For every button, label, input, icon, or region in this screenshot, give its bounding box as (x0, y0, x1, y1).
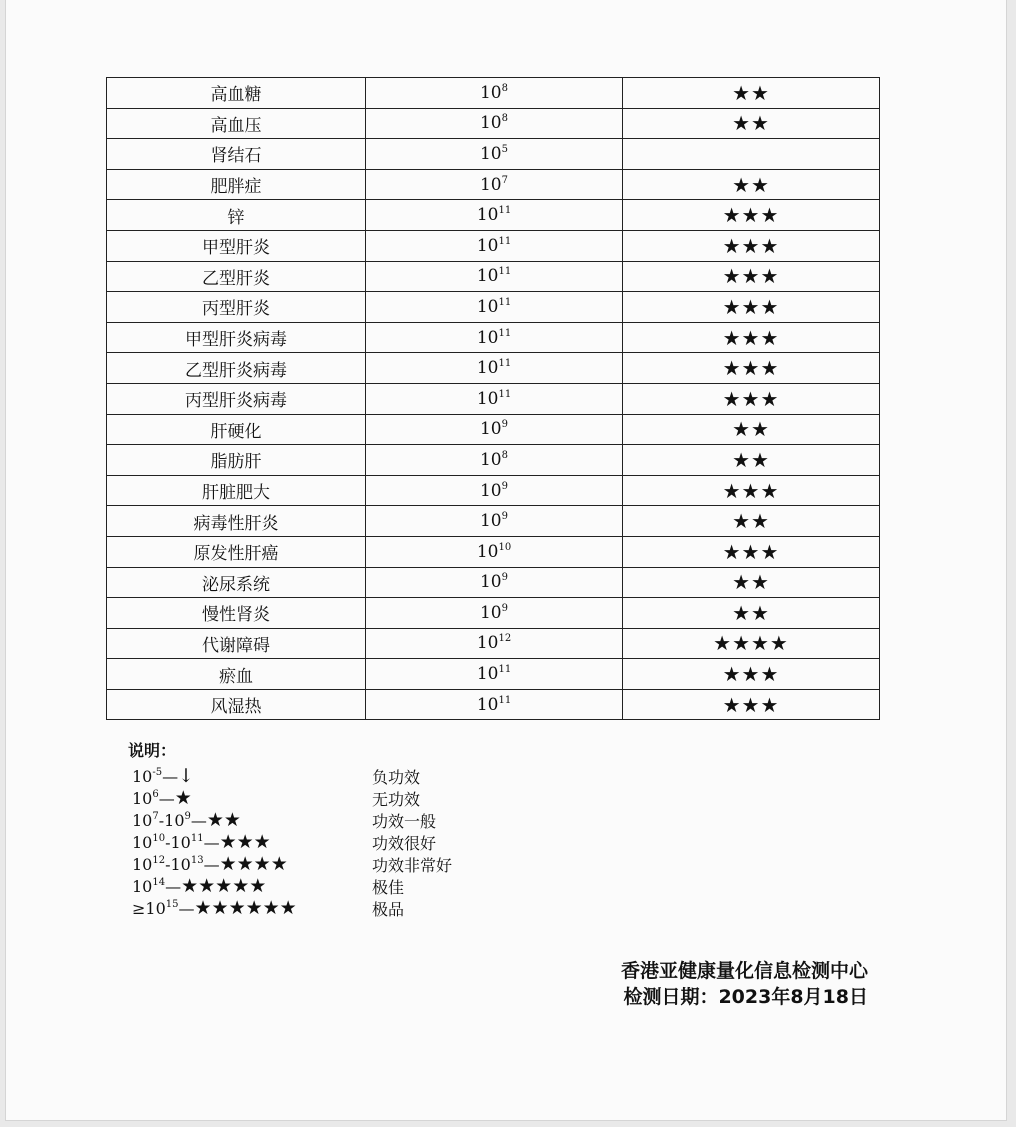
legend-base: 10 (132, 789, 153, 808)
legend-item (128, 853, 453, 875)
rating-cell: ★★★ (623, 659, 880, 690)
legend-dash: — (158, 789, 175, 808)
legend-item (128, 897, 405, 919)
table-row (107, 414, 880, 445)
legend-meaning: 功效一般 (372, 812, 437, 831)
table-row (107, 598, 880, 629)
table-row (107, 353, 880, 384)
table-row (107, 445, 880, 476)
rating-cell: ★★ (623, 445, 880, 476)
value-cell: $10^8$ (366, 78, 623, 109)
item-name-cell: 乙型肝炎病毒 (107, 353, 366, 384)
legend-exponent: 10 (152, 833, 166, 844)
legend-symbol: ★★ (206, 809, 241, 831)
legend-base: 10 (164, 811, 185, 830)
value-exponent: 8 (501, 449, 508, 461)
rating-cell: ★★★ (623, 475, 880, 506)
value-exponent: 5 (501, 143, 508, 155)
legend-exponent: 13 (190, 855, 204, 866)
value-cell: $10^9$ (366, 598, 623, 629)
item-name-cell: 甲型肝炎病毒 (107, 322, 366, 353)
rating-cell: ★★ (623, 567, 880, 598)
legend-range-sep: - (165, 833, 171, 852)
table-row (107, 689, 880, 720)
legend-meaning: 无功效 (372, 790, 421, 809)
legend-dash: — (162, 767, 179, 786)
item-name-cell: 病毒性肝炎 (107, 506, 366, 537)
legend-meaning: 功效非常好 (372, 856, 453, 875)
legend-exponent: 11 (190, 833, 204, 844)
value-exponent: 11 (498, 664, 512, 676)
table-row (107, 659, 880, 690)
item-name-cell: 原发性肝癌 (107, 536, 366, 567)
value-cell: $10^8$ (366, 108, 623, 139)
table-row (107, 322, 880, 353)
value-cell: $10^9$ (366, 414, 623, 445)
value-exponent: 10 (498, 541, 512, 553)
legend-scale (132, 897, 297, 919)
rating-cell: ★★★ (623, 200, 880, 231)
legend-exponent: 14 (152, 877, 166, 888)
value-cell: $10^9$ (366, 506, 623, 537)
legend-base: ≥10 (132, 899, 166, 918)
organization-name: 香港亚健康量化信息检测中心 (620, 960, 868, 982)
value-cell: $10^{11}$ (366, 322, 623, 353)
value-exponent: 8 (501, 82, 508, 94)
legend-meaning: 功效很好 (372, 834, 437, 853)
table-row (107, 261, 880, 292)
test-date: 检测日期：2023年8月18日 (623, 986, 868, 1008)
item-name-cell: 锌 (107, 200, 366, 231)
value-cell: $10^{11}$ (366, 292, 623, 323)
value-exponent: 11 (498, 296, 512, 308)
value-cell: $10^7$ (366, 169, 623, 200)
value-cell: $10^{11}$ (366, 230, 623, 261)
value-cell: $10^5$ (366, 139, 623, 170)
item-name-cell: 肝硬化 (107, 414, 366, 445)
legend-meaning: 负功效 (372, 768, 421, 787)
value-exponent: 9 (501, 572, 508, 584)
legend-base: 10 (132, 811, 153, 830)
legend-base: 10 (170, 833, 191, 852)
legend-dash: — (165, 877, 182, 896)
legend-exponent: 7 (152, 811, 159, 822)
legend-base: 10 (132, 833, 153, 852)
rating-cell: ★★★ (623, 536, 880, 567)
rating-cell: ★★ (623, 78, 880, 109)
item-name-cell: 高血糖 (107, 78, 366, 109)
legend (128, 738, 453, 919)
table-row (107, 506, 880, 537)
legend-exponent: -5 (152, 767, 163, 778)
item-name-cell: 肾结石 (107, 139, 366, 170)
legend-meaning: 极品 (372, 900, 405, 919)
value-cell: $10^{11}$ (366, 353, 623, 384)
item-name-cell: 慢性肾炎 (107, 598, 366, 629)
value-cell: $10^{11}$ (366, 261, 623, 292)
legend-range-sep: - (158, 811, 165, 830)
rating-cell: ★★★ (623, 230, 880, 261)
value-exponent: 9 (501, 511, 508, 523)
value-cell: $10^{12}$ (366, 628, 623, 659)
legend-exponent: 15 (165, 899, 179, 910)
legend-item (128, 787, 421, 809)
value-exponent: 9 (501, 480, 508, 492)
table-row (107, 292, 880, 323)
value-exponent: 12 (498, 633, 512, 645)
value-cell: $10^8$ (366, 445, 623, 476)
item-name-cell: 高血压 (107, 108, 366, 139)
value-exponent: 11 (498, 388, 512, 400)
rating-cell (623, 139, 880, 170)
legend-dash: — (203, 855, 220, 874)
report-footer (621, 958, 868, 1010)
item-name-cell: 泌尿系统 (107, 567, 366, 598)
legend-symbol: ↓ (178, 765, 195, 787)
rating-cell: ★★ (623, 598, 880, 629)
item-name-cell: 脂肪肝 (107, 445, 366, 476)
table-row (107, 200, 880, 231)
item-name-cell: 瘀血 (107, 659, 366, 690)
table-row (107, 536, 880, 567)
legend-exponent: 9 (184, 811, 191, 822)
item-name-cell: 丙型肝炎 (107, 292, 366, 323)
document-page (6, 0, 1006, 1120)
legend-meaning: 极佳 (372, 878, 405, 897)
rating-cell: ★★ (623, 169, 880, 200)
table-row (107, 567, 880, 598)
item-name-cell: 代谢障碍 (107, 628, 366, 659)
legend-scale (132, 875, 266, 897)
value-cell: $10^{10}$ (366, 536, 623, 567)
rating-cell: ★★★ (623, 292, 880, 323)
legend-item (128, 831, 437, 853)
value-exponent: 8 (501, 113, 508, 125)
legend-base: 10 (132, 855, 153, 874)
results-table-body (107, 78, 880, 720)
rating-cell: ★★★ (623, 353, 880, 384)
legend-scale (132, 787, 192, 809)
legend-symbol: ★★★ (219, 831, 271, 853)
item-name-cell: 丙型肝炎病毒 (107, 383, 366, 414)
legend-title: 说明： (128, 741, 177, 760)
table-row (107, 383, 880, 414)
table-row (107, 628, 880, 659)
value-exponent: 7 (501, 174, 508, 186)
rating-cell: ★★★ (623, 261, 880, 292)
rating-cell: ★★ (623, 506, 880, 537)
legend-item (128, 809, 437, 831)
value-exponent: 9 (501, 419, 508, 431)
table-row (107, 78, 880, 109)
item-name-cell: 肥胖症 (107, 169, 366, 200)
value-exponent: 11 (498, 266, 512, 278)
value-exponent: 11 (498, 694, 512, 706)
legend-symbol: ★★★★ (219, 853, 288, 875)
legend-scale (132, 831, 271, 853)
value-cell: $10^{11}$ (366, 659, 623, 690)
rating-cell: ★★★★ (623, 628, 880, 659)
legend-dash: — (178, 899, 195, 918)
legend-symbol: ★★★★★★ (194, 897, 297, 919)
item-name-cell: 肝脏肥大 (107, 475, 366, 506)
rating-cell: ★★★ (623, 322, 880, 353)
value-exponent: 9 (501, 602, 508, 614)
rating-cell: ★★ (623, 414, 880, 445)
table-row (107, 230, 880, 261)
legend-base: 10 (170, 855, 191, 874)
value-exponent: 11 (498, 327, 512, 339)
legend-base: 10 (132, 767, 153, 786)
legend-item (128, 765, 421, 787)
table-row (107, 169, 880, 200)
legend-scale (132, 765, 194, 787)
legend-base: 10 (132, 877, 153, 896)
legend-exponent: 6 (152, 789, 159, 800)
table-row (107, 108, 880, 139)
item-name-cell: 风湿热 (107, 689, 366, 720)
value-exponent: 11 (498, 205, 512, 217)
value-cell: $10^{11}$ (366, 200, 623, 231)
rating-cell: ★★ (623, 108, 880, 139)
rating-cell: ★★★ (623, 383, 880, 414)
value-exponent: 11 (498, 358, 512, 370)
legend-symbol: ★★★★★ (181, 875, 267, 897)
legend-item (128, 875, 405, 897)
table-row (107, 139, 880, 170)
item-name-cell: 乙型肝炎 (107, 261, 366, 292)
results-table (106, 77, 880, 720)
legend-dash: — (203, 833, 220, 852)
rating-cell: ★★★ (623, 689, 880, 720)
legend-scale (132, 853, 288, 875)
legend-symbol: ★ (174, 787, 192, 809)
legend-range-sep: - (165, 855, 171, 874)
legend-exponent: 12 (152, 855, 166, 866)
value-cell: $10^{11}$ (366, 383, 623, 414)
table-row (107, 475, 880, 506)
item-name-cell: 甲型肝炎 (107, 230, 366, 261)
legend-scale (132, 809, 241, 831)
legend-dash: — (190, 811, 207, 830)
value-exponent: 11 (498, 235, 512, 247)
value-cell: $10^9$ (366, 567, 623, 598)
value-cell: $10^9$ (366, 475, 623, 506)
value-cell: $10^{11}$ (366, 689, 623, 720)
